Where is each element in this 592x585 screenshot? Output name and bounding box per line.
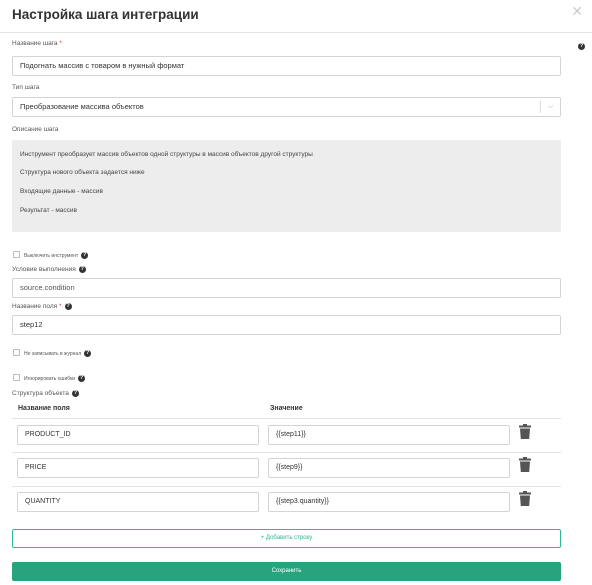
required-mark: * xyxy=(58,303,62,311)
trash-icon[interactable] xyxy=(519,491,531,506)
help-icon[interactable]: ? xyxy=(80,266,84,272)
save-button[interactable]: Сохранить xyxy=(12,562,561,581)
step-type-value: Преобразование массива объектов xyxy=(20,102,144,111)
dialog-title: Настройка шага интеграции xyxy=(12,7,199,22)
help-icon[interactable]: ? xyxy=(79,375,84,381)
ignore-errors-label: Игнорировать ошибки ? xyxy=(24,375,84,382)
step-name-input[interactable]: Подогнать массив с товаром в нужный формат xyxy=(12,56,561,76)
table-divider xyxy=(12,452,561,453)
close-icon[interactable]: ✕ xyxy=(571,3,583,19)
description-box xyxy=(12,140,561,232)
description-line: Структура нового объекта задается ниже xyxy=(20,169,145,176)
description-line: Инструмент преобразует массив объектов одной структуры в массив объектов другой структуры xyxy=(20,151,313,158)
condition-label: Условие выполнения ? xyxy=(12,266,84,274)
step-name-label: Название шага * xyxy=(12,40,62,47)
row-name-input[interactable]: PRODUCT_ID xyxy=(17,425,259,445)
header-divider xyxy=(0,32,592,33)
description-line: Результат - массив xyxy=(20,207,78,214)
field-name-input[interactable]: step12 xyxy=(12,315,561,335)
description-line: Входящие данные - массив xyxy=(20,188,103,195)
structure-label: Структура объекта ? xyxy=(12,390,78,398)
row-name-input[interactable]: PRICE xyxy=(17,458,259,478)
row-name-input[interactable]: QUANTITY xyxy=(17,492,259,512)
help-icon[interactable]: ? xyxy=(85,350,90,356)
disable-tool-label: Выключить инструмент ? xyxy=(24,252,87,259)
condition-input[interactable]: source.condition xyxy=(12,278,561,298)
disable-tool-checkbox[interactable] xyxy=(13,251,20,258)
description-label: Описание шага xyxy=(12,126,59,133)
add-row-button[interactable]: + Добавить строку xyxy=(12,529,561,548)
row-value-input[interactable]: {{step11}} xyxy=(268,425,510,445)
row-value-input[interactable]: {{step3.quantity}} xyxy=(268,492,510,512)
help-icon[interactable]: ? xyxy=(579,43,584,49)
help-icon[interactable]: ? xyxy=(73,390,78,396)
help-icon[interactable]: ? xyxy=(66,303,70,309)
chevron-down-icon: ⌵ xyxy=(540,101,560,113)
trash-icon[interactable] xyxy=(519,424,531,439)
ignore-errors-checkbox[interactable] xyxy=(13,374,20,381)
no-log-checkbox[interactable] xyxy=(13,349,20,356)
no-log-label: Не записывать в журнал ? xyxy=(24,350,90,357)
step-type-select[interactable] xyxy=(12,97,561,117)
row-value-input[interactable]: {{step9}} xyxy=(268,458,510,478)
table-divider xyxy=(12,486,561,487)
help-icon[interactable]: ? xyxy=(83,252,87,258)
column-header-value: Значение xyxy=(270,405,303,412)
field-name-label: Название поля * ? xyxy=(12,303,70,311)
required-mark: * xyxy=(59,40,62,47)
column-header-name: Название поля xyxy=(18,405,70,412)
table-divider xyxy=(12,418,561,419)
trash-icon[interactable] xyxy=(519,457,531,472)
step-type-label: Тип шага xyxy=(12,84,40,91)
